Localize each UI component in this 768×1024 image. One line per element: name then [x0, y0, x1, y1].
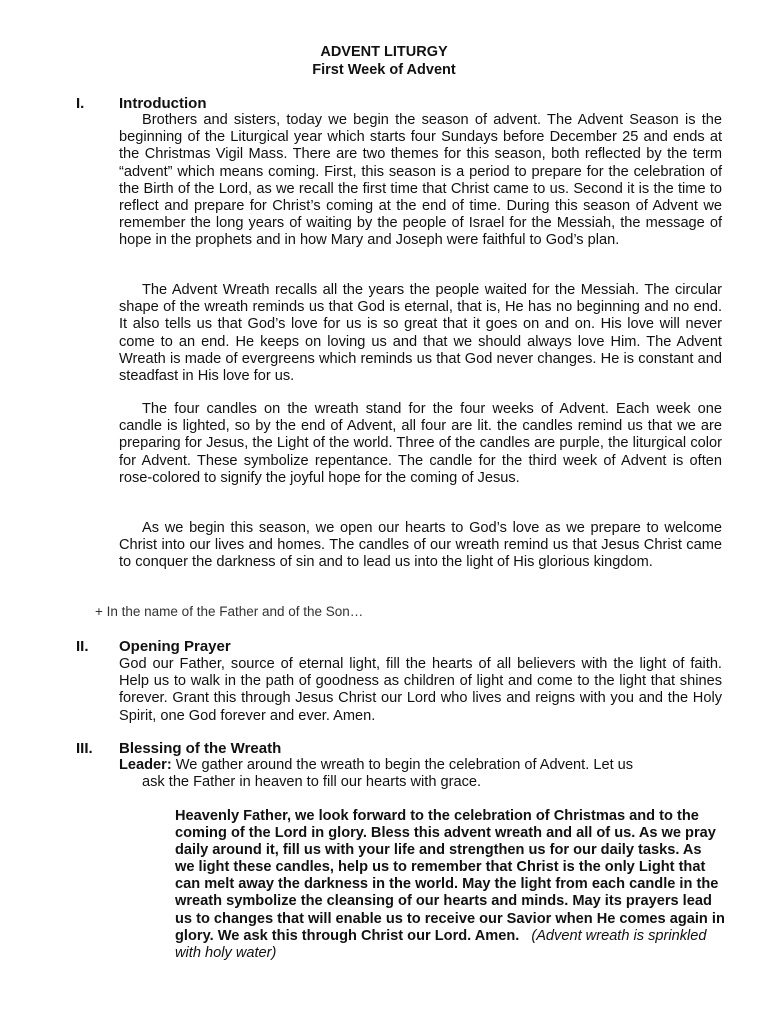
- document-subtitle: First Week of Advent: [312, 62, 456, 78]
- blessing-prayer-text: Heavenly Father, we look forward to the celebration of Christmas and to the coming of the Lord in glory. Bless this advent wreath and all of us. As we pray daily around it, fill us with your life and strengthen us for our daily tasks. As we light these candles, help us to remember that Christ is the only Light that can melt away the darkness in the world. May the light from each candle in the wreath symbolize the cleansing of our hearts and minds. May its prayers lead us to changes that will enable us to receive our Savior when He comes again in glory. We ask this through Christ our Lord. Amen.: [175, 808, 725, 944]
- section-1-numeral: I.: [76, 95, 85, 112]
- section-3-heading: Blessing of the Wreath: [119, 740, 282, 757]
- intro-paragraph-3: The four candles on the wreath stand for the four weeks of Advent. Each week one candle is lighted, so by the end of Advent, all four are lit. the candles remind us that we are preparing for Jesus, the Light of the world. Three of the candles are purple, the liturgical color for Advent. These symbolize repentance. The candle for the third week of Advent is often rose-colored to signify the joyful hope for the coming of Jesus.: [119, 401, 722, 486]
- section-1-heading: Introduction: [119, 95, 207, 112]
- intro-paragraph-2: The Advent Wreath recalls all the years the people waited for the Messiah. The circular shape of the wreath reminds us that God is eternal, that is, He has no beginning and no end. It also tells us that God’s love for us is so great that it goes on and on. His love will never come to an end. He keeps on loving us and that we should always love Him. The Advent Wreath is made of evergreens which reminds us that God never changes. He is constant and steadfast in His love for us.: [119, 282, 722, 385]
- section-3-numeral: III.: [76, 740, 93, 757]
- intro-paragraph-1: Brothers and sisters, today we begin the season of advent. The Advent Season is the beginning of the Liturgical year which starts four Sundays before December 25 and ends at the Christmas Vigil Mass. There are two themes for this season, both reflected by the term “advent” which means coming. First, this season is a period to prepare for the celebration of the Birth of the Lord, as we recall the first time that Christ came to us. Second it is the time to reflect and prepare for Christ’s coming at the end of time. During this season of Advent we remember the long years of waiting by the people of Israel for the Messiah, the message of hope in the prophets and in how Mary and Joseph were faithful to God’s plan.: [119, 112, 722, 249]
- document-title: ADVENT LITURGY: [320, 44, 448, 60]
- opening-prayer-text: God our Father, source of eternal light, fill the hearts of all believers with the light of faith. Help us to walk in the path of goodness as children of light and come to the light that shines forever. Grant this through Jesus Christ our Lord who lives and reigns with you and the Holy Spirit, one God forever and ever. Amen.: [119, 656, 722, 724]
- sign-of-cross: + In the name of the Father and of the Son…: [95, 604, 364, 619]
- leader-label: Leader:: [119, 757, 172, 773]
- leader-line-1: We gather around the wreath to begin the celebration of Advent. Let us: [175, 757, 634, 773]
- intro-paragraph-4: As we begin this season, we open our hearts to God’s love as we prepare to welcome Christ into our lives and homes. The candles of our wreath remind us that Jesus Christ came to conquer the darkness of sin and to lead us into the light of His glorious kingdom.: [119, 520, 722, 571]
- blessing-prayer: [175, 808, 725, 962]
- rubric-note: (Advent wreath is sprinkled with holy water): [175, 927, 707, 961]
- section-2-heading: Opening Prayer: [119, 638, 231, 655]
- section-2-numeral: II.: [76, 638, 89, 655]
- leader-line-2: ask the Father in heaven to fill our hearts with grace.: [142, 774, 482, 791]
- leader-intro: [119, 757, 722, 791]
